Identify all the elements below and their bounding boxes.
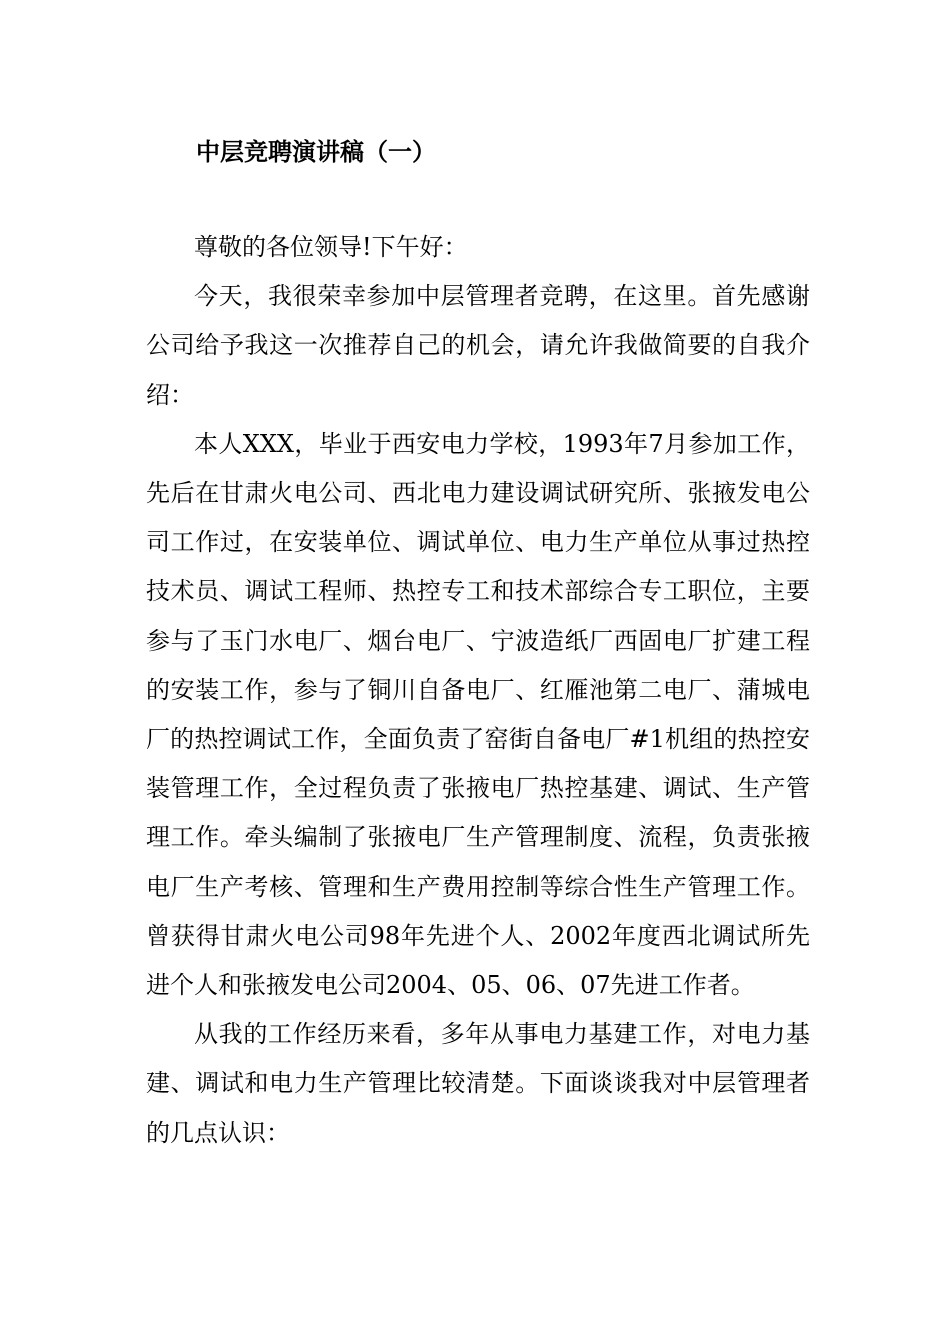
paragraph-career: 本人XXX，毕业于西安电力学校，1993年7月参加工作，先后在甘肃火电公司、西北电力建设调试研究所、张掖发电公司工作过，在安装单位、调试单位、电力生产单位从事过热控技术员、调试工程师、热控专工和技术部综合专工职位，主要参与了玉门水电厂、烟台电厂、宁波造纸厂西固电厂扩建工程的安装工作，参与了铜川自备电厂、红雁池第二电厂、蒲城电厂的热控调试工作，全面负责了窑街自备电厂#1机组的热控安装管理工作，全过程负责了张掖电厂热控基建、调试、生产管理工作。牵头编制了张掖电厂生产管理制度、流程，负责张掖电厂生产考核、管理和生产费用控制等综合性生产管理工作。曾获得甘肃火电公司98年先进个人、2002年度西北调试所先进个人和张掖发电公司2004、05、06、07先进工作者。 — [146, 429, 810, 1000]
document-title: 中层竞聘演讲稿（一） — [196, 137, 436, 166]
paragraph-greeting: 尊敬的各位领导!下午好： — [194, 233, 468, 261]
document-body — [146, 223, 810, 1158]
paragraph-intro: 今天，我很荣幸参加中层管理者竞聘，在这里。首先感谢公司给予我这一次推荐自己的机会，请允许我做简要的自我介绍： — [146, 282, 810, 409]
paragraph-understanding: 从我的工作经历来看，多年从事电力基建工作，对电力基建、调试和电力生产管理比较清楚。下面谈谈我对中层管理者的几点认识： — [146, 1020, 810, 1147]
